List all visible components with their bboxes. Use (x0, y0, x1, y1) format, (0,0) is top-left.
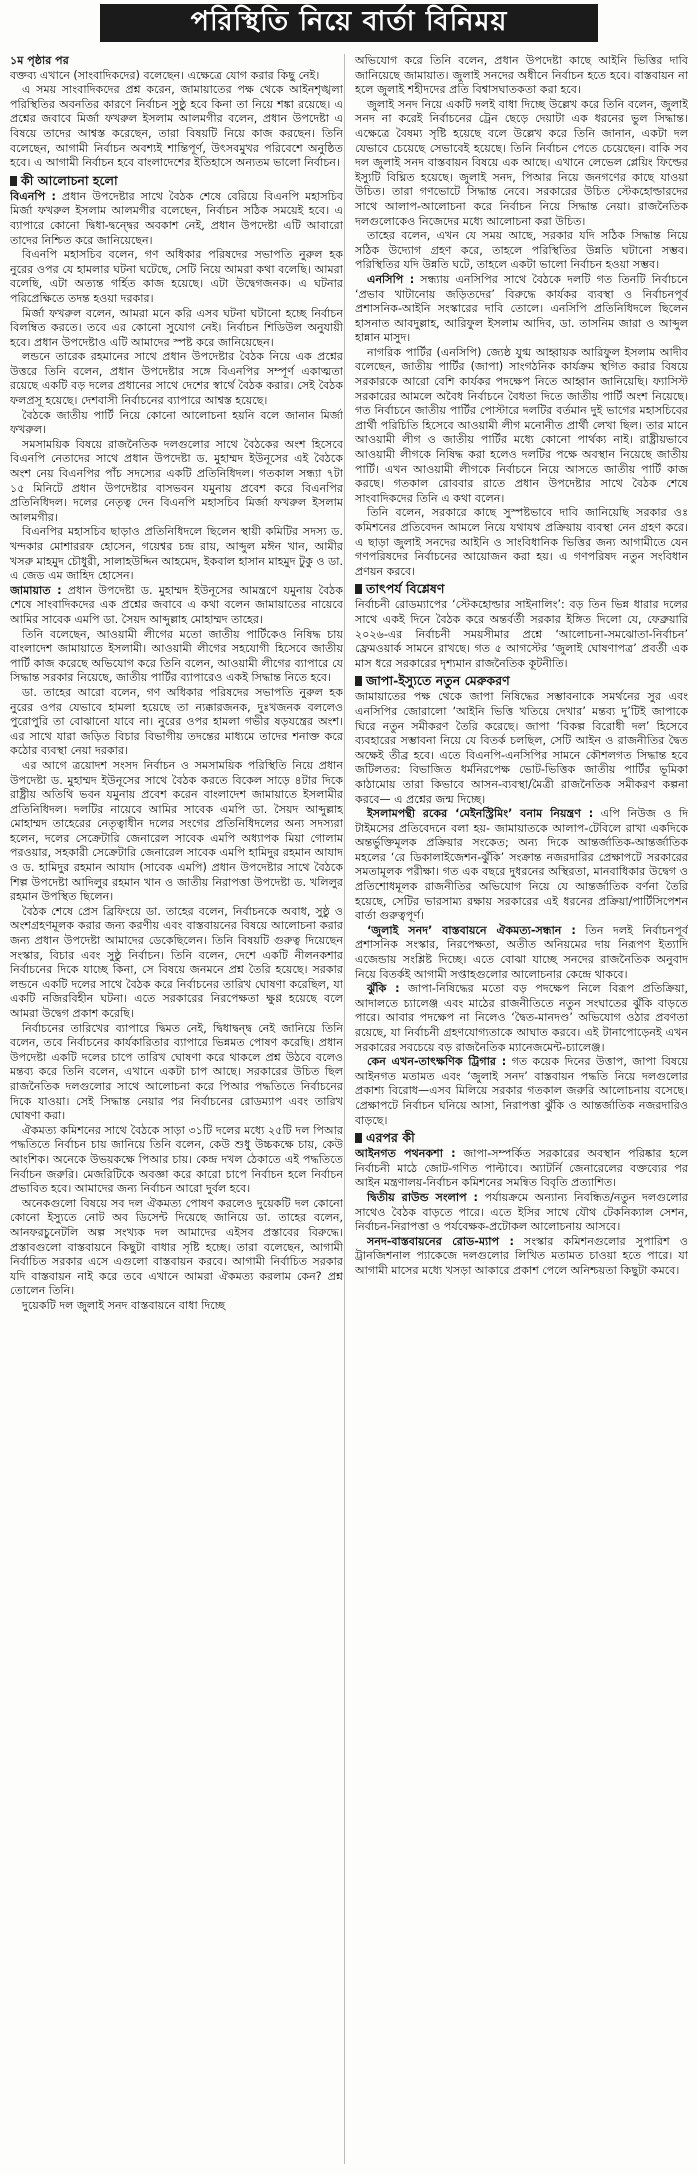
paragraph: মির্জা ফখরুল বলেন, আমরা মনে করি এসব ঘটনা ঘটানো হচ্ছে নির্বাচন বিলম্বিত করতে। তবে এর কোনো সুযোগ নেই। নির্বাচন শিডিউল অনুযায়ী হবে। প্রধান উপদেষ্টাও এটি আমাদের স্পষ্ট করে জানিয়েছেন। (10, 306, 343, 349)
party-label: জামায়াত : (10, 583, 62, 597)
paragraph: বিএনপি মহাসচিব বলেন, গণ অধিকার পরিষদের সভাপতি নুরুল হক নুরের ওপর যে হামলার ঘটনা ঘটেছে, সেটি নিয়ে আমরা কথা বলেছি। আমরা বলেছি, এটা অত্যন্ত গর্হিত কাজ হয়েছে। এটা উদ্বেগজনক। এ ঘটনার পরিপ্রেক্ষিতে তদন্ত হওয়া দরকার। (10, 248, 343, 305)
paragraph (355, 1147, 688, 1191)
paragraph: অনেকগুলো বিষয়ে সব দল ঐকমত্য পোষণ করলেও দুয়েকটি দল কোনো কোনো ইস্যুতে নোট অব ডিসেন্ট দিয়েছে জানিয়ে ডা. তাহের বলেন, আনফরচুনেটলি অল্প সংখ্যক দল আমাদের এইসব প্রস্তাবের বিরুদ্ধে। প্রস্তাবগুলো বাস্তবায়নে কিছুটা বাধার সৃষ্টি হচ্ছে। তারা বলেছেন, আগামী নির্বাচিত সরকার এসে এগুলো বাস্তবায়ন করবে। আগামী নির্বাচিত সরকার যদি বাস্তবায়ন নাই করে তবে এখানে আমরা ঐকমত্য করলাম কেন? প্রশ্ন তোলেন তিনি। (10, 1196, 343, 1298)
paragraph-text: গত কয়েক দিনের উত্তাপ, জাপা বিষয়ে আইনগত মতামত এবং ‘জুলাই সনদ’ বাস্তবায়ন পদ্ধতি নিয়ে দলগুলোর প্রকাশ্য বিরোধ—এসব মিলিয়ে সরকার গতকাল জরুরি আলোচনায় বসেছে। প্রেক্ষাপটে নির্বাচন ঘনিয়ে আসা, নিরাপত্তা ঝুঁকি ও আন্তর্জাতিক নজরদারিও বাড়ছে। (355, 1055, 688, 1127)
topic-label: ঝুঁকি : (367, 982, 400, 996)
topic-label: সনদ-বাস্তবায়নের রোড-ম্যাপ : (367, 1234, 514, 1248)
topic-label: ইসলামপন্থী রকের ‘মেইনস্ট্রিমিং’ বনাম নিয়ন্ত্রণ : (367, 807, 594, 821)
paragraph: অভিযোগ করে তিনি বলেন, প্রধান উপদেষ্টা কাছে আইনি ভিত্তির দাবি জানিয়েছে জামায়াত। জুলাই সনদের অধীনে নির্বাচন হতে হবে। বাস্তবায়ন না হলে জুলাই শহীদদের প্রতি বিশ্বাসঘাতকতা করা হবে। (355, 54, 688, 97)
bullet-bar-icon (10, 176, 17, 186)
paragraph: ঐকমত্য কমিশনের সাথে বৈঠকে সাড়া ৩১টি দলের মধ্যে ২৫টি দল পিআর পদ্ধতিতে নির্বাচন চায় জানিয়ে তিনি বলেন, কেউ শুধু উচ্চকক্ষে চায়, কেউ আংশিক। অনেকে উভয়কক্ষে পিআর চায়। কেন্দ্র দখল ঠেকাতে এই পদ্ধতিতে নির্বাচন জরুরি। মেজরিটিকে অবজ্ঞা করে কারো চাপে নির্বাচন হলে নির্বাচন প্রভাবিত হবে। আমাদের জন্য নির্বাচন আরো দুর্বল হবে। (10, 1123, 343, 1196)
paragraph: লন্ডনে তারেক রহমানের সাথে প্রধান উপদেষ্টার বৈঠক নিয়ে এক প্রশ্নের উত্তরে তিনি বলেন, প্রধান উপদেষ্টার সঙ্গে বিএনপির সম্পূর্ণ একাত্মতা রয়েছে একটি বড় দলের প্রধানের সাথে দেশের স্বার্থে বৈঠক করার। সেই বৈঠক ফলপ্রসূ হয়েছে। দেশবাসী নির্বাচনের ব্যাপারে আশ্বস্ত হয়েছে। (10, 350, 343, 408)
paragraph: এ সময় সাংবাদিকদের প্রশ্ন করেন, জামায়াতের পক্ষ থেকে আইনশৃঙ্খলা পরিস্থিতির অবনতির কারণে নির্বাচন সুষ্ঠু হবে কিনা তা নিয়ে শঙ্কা রয়েছে। এ প্রশ্নের জবাবে মির্জা ফখরুল ইসলাম আলমগীর বলেন, প্রধান উপদেষ্টা এ বিষয়ে তাদের আশ্বস্ত করেছেন, তারা বিষয়টি নিয়ে কাজ করছেন। তিনি বলেছেন, আগামী নির্বাচন অবশ্যই শান্তিপূর্ণ, উৎসবমুখর পরিবেশে অনুষ্ঠিত হবে। এ আগামী নির্বাচন হবে বাংলাদেশের ইতিহাসে অন্যতম ভালো নির্বাচন। (10, 83, 343, 170)
paragraph: জুলাই সনদ নিয়ে একটি দলই বাধা দিচ্ছে উল্লেখ করে তিনি বলেন, জুলাই সনদ না করেই নির্বাচনের ট্রেন ছেড়ে দেয়াটা এক ধরনের ভুল সিদ্ধান্ত। এক্ষেত্রে বৈষম্য সৃষ্টি হয়েছে বলে উল্লেখ করে তিনি জানান, একটা দল যেভাবে চেয়েছে সেভাবেই হয়েছে। তিনি নির্বাচন পেতে চেয়েছেন। বাকি সব দল জুলাই সনদ বাস্তবায়ন বিষয়ে এক আছে। এখানে লেভেল প্লেয়িং ফিল্ডের ইস্যুটি বিঘ্নিত হয়েছে। জুলাই সনদ, পিআর নিয়ে জনগণের কাছে যাওয়া উচিত। তারা গণভোটে সিদ্ধান্ত নেবে। সরকারের উচিত স্টেকহোল্ডারদের সাথে আলাপ-আলোচনা করে নির্বাচন নিয়ে সিদ্ধান্ত নেয়া। রাজনৈতিক দলগুলোকেও নিজেদের মধ্যে আলোচনা করা উচিত। (355, 97, 688, 228)
paragraph-text: জাপা-নিষিদ্ধের মতো বড় পদক্ষেপ নিলে বিরূপ প্রতিক্রিয়া, আদালতে চ্যালেঞ্জ এবং মাঠের রাজনীতিতে নতুন সংঘাতের ঝুঁকি বাড়তে পারে। আবার পদক্ষেপ না নিলেও ‘দ্বৈত-মানদণ্ড’ অভিযোগ ওঠার প্রবণতা রয়েছে, যা নির্বাচনী গ্রহণযোগ্যতাকে আঘাত করবে। এই টানাপোড়েনই এখন সরকারের সবচেয়ে বড় রাজনৈতিক ম্যানেজমেন্ট-চ্যালেঞ্জ। (355, 982, 688, 1054)
paragraph: তিনি বলেন, সরকারে কাছে সুস্পষ্টভাবে দাবি জানিয়েছি সরকার ওঃ কমিশনের প্রতিবেদন আমলে নিয়ে যথাযথ প্রক্রিয়ায় ব্যবস্থা নেন গ্রহণ করে। এ ছাড়া জুলাই সনদের আইনি ও সাংবিধানিক ভিত্তির জন্য আগামীতে যেন গণপরিষদের নির্বাচনের আয়োজন করা হয়। এ গণপরিষদ নতুন সংবিধান প্রণয়ন করবে। (355, 506, 688, 578)
paragraph: তাহের বলেন, এখন যে সময় আছে, সরকার যদি সঠিক সিদ্ধান্ত নিয়ে সঠিক উদ্যোগ গ্রহণ করে, তাহলে পরিস্থিতির উন্নতি ঘটানো সম্ভব। পরিস্থিতির যদি উন্নতি ঘটে, তাহলে একটা ভালো নির্বাচন হওয়া সম্ভব। (355, 229, 688, 272)
paragraph (355, 982, 688, 1055)
subheading-text: তাৎপর্য বিশ্লেষণ (366, 581, 445, 597)
party-label: এনসিপি : (367, 272, 415, 286)
paragraph-text: সংস্কার কমিশনগুলোর সুপারিশ ও ট্রানজিশনাল প্যাকেজে দলগুলোর লিখিত মতামত চাওয়া হতে পারে। যা আগামী মাসের মধ্যে খসড়া আকারে প্রকাশ পেলে অনিশ্চয়তা কিছুটা কমবে। (355, 1234, 688, 1277)
paragraph (10, 190, 343, 248)
paragraph-text: প্রধান উপদেষ্টার সাথে বৈঠক শেষে বেরিয়ে বিএনপি মহাসচিব মির্জা ফখরুল ইসলাম আলমগীর বলেছেন, নির্বাচন সঠিক সময়েই হবে। এ ব্যাপারে কোনো দ্বিধা-দ্বন্দ্বের অবকাশ নেই, প্রধান উপদেষ্টা এটি আবারো তাদের নিশ্চিত করে জানিয়েছেন। (10, 189, 343, 247)
left-column (10, 54, 343, 2166)
paragraph: নাগরিক পার্টির (এনসিপি) জ্যেষ্ঠ যুগ্ম আহ্বায়ক আরিফুল ইসলাম আদীব বলেছেন, জাতীয় পার্টির (জাপা) সাংগঠনিক কার্যক্রম স্থগিত করার বিষয়ে সরকারকে আরো বেশি কার্যকর পদক্ষেপ নিতে আহ্বান জানিয়েছি। ফ্যাসিস্ট সরকারের আমলে অবৈধ নির্বাচনে বৈধতা দিতে জাতীয় পার্টি অংশ নিয়েছে। গত নির্বাচনে জাতীয় পার্টির পোস্টারে দলটির বর্তমান দুই ভাগের মহাসচিবের প্রার্থী পরিচিতি হিসেবে আওয়ামী লীগ মনোনীত প্রার্থী লেখা ছিল। তার মানে আওয়ামী লীগ ও জাতীয় পার্টির মধ্যে কোনো পার্থক্য নাই। রাষ্ট্রীয়ভাবে আওয়ামী লীগকে নিষিদ্ধ করা হলেও দলটির পক্ষে অবস্থান নিয়েছে জাতীয় পার্টি। এখন আওয়ামী লীগকে নির্বাচনে নিয়ে আসতে জাতীয় পার্টি কাজ করছে। গতকাল রোববার রাতে প্রধান উপদেষ্টার সাথে বৈঠক শেষে সাংবাদিকদের তিনি এ কথা বলেন। (355, 345, 688, 505)
paragraph: বৈঠক শেষে প্রেস ব্রিফিংয়ে ডা. তাহের বলেন, নির্বাচনকে অবাধ, সুষ্ঠু ও অংশগ্রহণমূলক করার জন্য করণীয় এবং বাস্তবায়নের বিষয়ে আলোচনা করার জন্য প্রধান উপদেষ্টা আমাদের ডেকেছিলেন। তিনি বিষয়টি গুরুত্ব দিয়েছেন সংস্কার, বিচার এবং সুষ্ঠু নির্বাচন। তিনি বলেন, দেশে একটি নীলনকশার নির্বাচনের দিকে যাচ্ছে কিনা, সে বিষয়ে জনমনে প্রশ্ন তৈরি হয়েছে। সরকার লন্ডনে একটি দলের সাথে বৈঠক করে নির্বাচনের তারিখ ঘোষণা করেছিল, যা একটি নজিরবিহীন ঘটনা। এতে সরকারের নিরপেক্ষতা ক্ষুণ্ণ হয়েছে বলে আমরা উদ্বেগ প্রকাশ করেছি। (10, 904, 343, 1020)
headline: পরিস্থিতি নিয়ে বার্তা বিনিময় (190, 5, 508, 37)
paragraph-text: পর্যায়ক্রমে অন্যান্য নিবন্ধিত/নতুন দলগুলোর সাথেও বৈঠক বাড়তে পারে। এতে ইসির সাথে যৌথ টেকনিক্যাল সেশন, নির্বাচন-নিরাপত্তা ও পর্যবেক্ষক-প্রটোকল আলোচনায় আসবে। (355, 1190, 688, 1234)
paragraph (355, 807, 688, 924)
subheading (10, 173, 343, 189)
party-label: বিএনপি : (10, 189, 56, 203)
topic-label: দ্বিতীয় রাউন্ড সংলাপ : (367, 1190, 478, 1204)
paragraph-text: সন্ধ্যায় এনসিপির সাথে বৈঠকে দলটি গত তিনটি নির্বাচনে ‘প্রভাব খাটানোয় জড়িতদের’ বিরুদ্ধে কার্যকর ব্যবস্থা ও নির্বাচনপূর্ব প্রশাসনিক-আইনি সংস্কারের দাবি তোলে। এনসিপি প্রতিনিধিদলে ছিলেন হাসনাত আবদুল্লাহ, আরিফুল ইসলাম আদিব, ডা. তাসনিম জারা ও আব্দুল হান্নান মাসুদ। (355, 272, 688, 345)
paragraph: সমসাময়িক বিষয়ে রাজনৈতিক দলগুলোর সাথে বৈঠকের অংশ হিসেবে বিএনপি নেতাদের সাথে প্রধান উপদেষ্টা ড. মুহাম্মদ ইউনূসের এই বৈঠকে অংশ নেয় বিএনপির পাঁচ সদস্যের একটি প্রতিনিধিদল। গতকাল সন্ধ্যা ৭টা ১৫ মিনিটে প্রধান উপদেষ্টার বাসভবন যমুনায় প্রবেশ করে বিএনপির প্রতিনিধিদল। দলের নেতৃত্ব দেন বিএনপি মহাসচিব মির্জা ফখরুল ইসলাম আলমগীর। (10, 437, 343, 524)
paragraph: বৈঠকে জাতীয় পার্টি নিয়ে কোনো আলোচনা হয়নি বলে জানান মির্জা ফখরুল। (10, 408, 343, 437)
paragraph (355, 924, 688, 982)
paragraph-text: জাপা-সম্পর্কিত সরকারের অবস্থান পরিষ্কার হলে নির্বাচনী মাঠে জোট-গণিত পাল্টাবে। অ্যাটর্নি জেনারেলের বক্তব্যের পর আইন মন্ত্রণালয়-নির্বাচন কমিশনের সমন্বিত বিবৃতি প্রত্যাশিত। (355, 1147, 688, 1190)
paragraph-text: এপি নিউজ ও দি টাইমসের প্রতিবেদনে বলা হয়- জামায়াতকে আলাপ-টেবিলে রাখা একদিকে অন্তর্ভুক্তিমূলক প্রক্রিয়ার সংকেত; অন্য দিকে আন্তর্জাতিক-আন্তর্জাতিক মহলের ‘রে ডিকালাইজেশন-ঝুঁকি’ সংক্রান্ত নজরদারির প্রেক্ষাপটে সরকারের সমতামূলক পরীক্ষা। গত এক বছরে দুধরনের অস্থিরতা, মানবাধিকার উদ্বেগ ও প্রতিশোধমূলক রাজনীতির অভিযোগ নিয়ে যে আন্তর্জাতিক বর্ণনা তৈরি হয়েছে, সেটির ভারসাম্য রক্ষায় সরকারের এই ধরনের প্রক্রিয়া/পার্টিসিপেশন বার্তা গুরুত্বপূর্ণ। (355, 807, 688, 923)
subheading-text: এরপর কী (366, 1130, 415, 1146)
bullet-bar-icon (355, 1133, 362, 1143)
column-divider (344, 54, 345, 2164)
continuation-label: ১ম পৃষ্ঠার পর (10, 54, 69, 67)
topic-label: ‘জুলাই সনদ’ বাস্তবায়নে ঐকমত্য-সন্ধান : (367, 923, 576, 937)
subheading (355, 673, 688, 689)
paragraph (355, 1055, 688, 1128)
headline-banner (100, 4, 598, 42)
paragraph: ডা. তাহের আরো বলেন, গণ অধিকার পরিষদের সভাপতি নুরুল হক নুরের ওপর যেভাবে হামলা হয়েছে তা ন্যক্কারজনক, দুঃখজনক বললেও পুরোপুরি তা বোঝানো যাবে না। নুরের ওপর হামলা গভীর ষড়যন্ত্রের অংশ। এর সাথে যারা জড়িত বিচার বিভাগীয় তদন্তের মাধ্যমে তাদের শনাক্ত করে কঠোর ব্যবস্থা নেয়া দরকার। (10, 685, 343, 758)
bullet-bar-icon (355, 676, 362, 686)
subheading (355, 581, 688, 597)
subheading (355, 1130, 688, 1146)
paragraph: নির্বাচনী রোডম্যাপের ‘স্টেকহোল্ডার সাইনালিং’: বড় তিন ভিন্ন ধারার দলের সাথে একই দিনে বৈঠক করে অন্তর্বর্তী সরকার ইঙ্গিত দিলো যে, ফেব্রুয়ারি ২০২৬-এর নির্বাচনী সময়সীমার প্রশ্নে ‘আলোচনা-সমঝোতা-নির্বাচন’ ফ্রেমওয়ার্ক সামনে রাখছে। গত ৫ আগস্টের ‘জুলাই ঘোষণাপত্র’ প্রবর্তী এক মাস ধরে সরকারের দৃশ্যমান রাজনৈতিক কূটনীতি। (355, 598, 688, 670)
paragraph-text: প্রধান উপদেষ্টা ড. মুহাম্মদ ইউনূসের আমন্ত্রণে যমুনায় বৈঠক শেষে সাংবাদিকদের এক প্রশ্নের জবাবে এ কথা বলেন জামায়াতের নায়েবে আমির সাবেক এমপি ডা. সৈয়দ আব্দুল্লাহ মোহাম্মদ তাহের। (10, 583, 343, 626)
topic-label: কেন এখন-তাৎক্ষণিক ট্রিগার : (367, 1055, 507, 1069)
paragraph (355, 273, 688, 346)
paragraph-text: তিন দলই নির্বাচনপূর্ব প্রশাসনিক সংস্কার, নিরপেক্ষতা, অতীত অনিয়মের দায় নিরূপণ ইত্যাদি এজেন্ডায় সংশ্লিষ্ট দিচ্ছে। এতে বোঝা যাচ্ছে সনদের রাজনৈতিক অনুবাদ নিয়ে বিতর্কই আগামী সপ্তাহগুলোর আলোচনার কেন্দ্রে থাকবে। (355, 923, 688, 981)
subheading-text: জাপা-ইস্যুতে নতুন মেরুকরণ (366, 673, 510, 689)
subheading-text: কী আলোচনা হলো (21, 172, 118, 188)
right-column (355, 54, 688, 2166)
paragraph: তিনি বলেছেন, আওয়ামী লীগের মতো জাতীয় পার্টিকেও নিষিদ্ধ চায় বাংলাদেশ জামায়াতে ইসলামী। আওয়ামী লীগের সহযোগী হিসেবে জাতীয় পার্টি কাজ করেছে অভিযোগ করে তিনি বলেন, আওয়ামী লীগের ব্যাপারে যে সিদ্ধান্ত সরকার নিয়েছে, জাতীয় পার্টির ব্যাপারেও একই সিদ্ধান্ত নিতে হবে। (10, 627, 343, 685)
paragraph: জামায়াতের পক্ষ থেকে জাপা নিষিদ্ধের সম্ভাবনাকে সমর্থনের সুর এবং এনসিপির জোরালো ‘আইনি ভিত্তি খতিয়ে দেখার’ মন্তব্য দু’টিই জাপাকে ঘিরে নতুন সমীকরণ তৈরি করেছে। জাপা ‘বিকল্প বিরোধী দল’ হিসেবে ব্যবহারের সম্ভাবনা নিয়ে যে বিতর্ক চলছিল, সেটি আইন ও রাজনীতির দ্বৈত অক্ষেই তীব্র হবে। এতে বিএনপি-এনসিপির সামনে কৌশলগত সিদ্ধান্ত হবে জটিলতর: বিভাজিত ধর্মনিরপেক্ষ ভোট-ভিত্তিক জাতীয় পার্টির ভূমিকা কাঠামোয় তারা কিভাবে আসন-ব্যবস্থা/মৈত্রী রাজনৈতিক সমীকরণ কল্পনা করবে— এ প্রশ্নের জন্ম দিচ্ছে। (355, 690, 688, 806)
paragraph: বিএনপির মহাসচিব ছাড়াও প্রতিনিধিদলে ছিলেন স্থায়ী কমিটির সদস্য ড. খন্দকার মোশাররফ হোসেন, গয়েশ্বর চন্দ্র রায়, আব্দুল মঈন খান, আমীর খসরু মাহমুদ চৌধুরী, সালাহউদ্দিন আহমেদ, ইকবাল হাসান মাহমুদ টুকু ও ডা. এ জেড এম জাহিদ হোসেন। (10, 525, 343, 583)
bullet-bar-icon (355, 584, 362, 594)
paragraph (355, 1191, 688, 1235)
topic-label: আইনগত পথনকশা : (355, 1147, 456, 1161)
paragraph (10, 584, 343, 628)
paragraph: নির্বাচনের তারিখের ব্যাপারে দ্বিমত নেই, দ্বিধাদ্বন্দ্ব নেই জানিয়ে তিনি বলেন, তবে নির্বাচনের কার্যকারিতার ব্যাপারে ভিন্নমত পোষণ করেছি। প্রধান উপদেষ্টা একটি দলের চাপে তারিখ ঘোষণা করে থাকলে প্রশ্ন উঠবে বলেও মন্তব্য করে তিনি বলেন, এখানে একটা চাপ আছে। সরকারের উচিত ছিল রাজনৈতিক দলগুলোর সাথে আলোচনা করে পিআর পদ্ধতিতে নির্বাচনের দিকে যাওয়া। সেই সিদ্ধান্ত নেয়ার পর নির্বাচনের রোডম্যাপ এবং তারিখ ঘোষণা করা। (10, 1021, 343, 1123)
paragraph: দুয়েকটি দল জুলাই সনদ বাস্তবায়নে বাধা দিচ্ছে (22, 1298, 226, 1312)
paragraph: এর আগে ত্রয়োদশ সংসদ নির্বাচন ও সমসাময়িক পরিস্থিতি নিয়ে প্রধান উপদেষ্টা ড. মুহাম্মদ ইউনূসের সাথে বৈঠক করতে বিকেল সাড়ে ৪টার দিকে রাষ্ট্রীয় অতিথি ভবন যমুনায় প্রবেশ করেন বাংলাদেশ জামায়াতে ইসলামীর প্রতিনিধিদল। দলটির নায়েবে আমির সাবেক এমপি ডা. সৈয়দ আব্দুল্লাহ মোহাম্মদ তাহেরের নেতৃত্বাধীন দলের সংগের প্রতিনিধিদলের অন্য সদস্যরা হলেন, দলের সেক্রেটারি জেনারেল সাবেক এমপি অধ্যাপক মিয়া গোলাম পরওয়ার, সহকারী সেক্রেটারি জেনারেল সাবেক এমপি হামিদুর রহমান আযাদ ও ড. হামিদুর রহমান আযাদ (সাবেক এমপি) প্রধান উপদেষ্টার সাথে বৈঠকে শিল্প উপদেষ্টা আদিলুর রহমান খান ও জাতীয় নিরাপত্তা উপদেষ্টা ড. খলিলুর রহমান উপস্থিত ছিলেন। (10, 758, 343, 904)
paragraph: বক্তব্য এখানে (সাংবাদিকদের) বলেছেন। এক্ষেত্রে যোগ করার কিছু নেই। (10, 68, 320, 82)
paragraph (355, 1235, 688, 1279)
